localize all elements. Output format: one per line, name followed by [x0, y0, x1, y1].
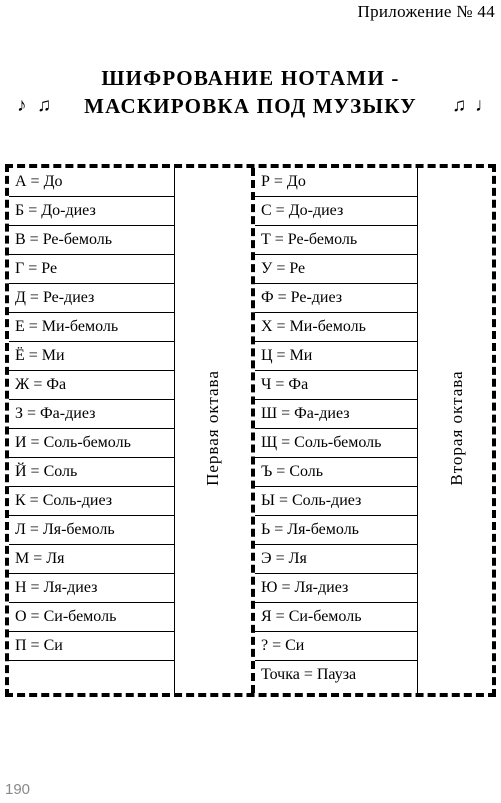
octave1-cell: О = Си-бемоль	[9, 603, 174, 632]
title-line-2: МАСКИРОВКА ПОД МУЗЫКУ	[84, 94, 417, 118]
octave2-cell: Ц = Ми	[255, 342, 417, 371]
octave1-cell: Ж = Фа	[9, 371, 174, 400]
octave2-cell: У = Ре	[255, 255, 417, 284]
octave2-column	[251, 168, 418, 693]
octave2-cell: Ь = Ля-бемоль	[255, 516, 417, 545]
octave2-cell: ? = Си	[255, 632, 417, 661]
octave2-cell: Ъ = Соль	[255, 458, 417, 487]
octave1-cell: Л = Ля-бемоль	[9, 516, 174, 545]
octave2-cell: Ф = Ре-диез	[255, 284, 417, 313]
octave2-cell: Точка = Пауза	[261, 666, 357, 683]
octave2-cell: С = До-диез	[255, 197, 417, 226]
octave1-cell: М = Ля	[9, 545, 174, 574]
appendix-number: Приложение № 44	[357, 2, 495, 21]
octave2-cell: Ы = Соль-диез	[255, 487, 417, 516]
octave2-label: Вторая октава	[447, 370, 466, 486]
octave1-cell: А = До	[9, 168, 174, 197]
octave2-cell: Р = До	[255, 168, 417, 197]
octave1-cell: Е = Ми-бемоль	[9, 313, 174, 342]
octave1-cell: К = Соль-диез	[9, 487, 174, 516]
octave1-cell: И = Соль-бемоль	[9, 429, 174, 458]
octave1-cell: Г = Ре	[9, 255, 174, 284]
octave2-cell: Т = Ре-бемоль	[255, 226, 417, 255]
octave2-cell: Ч = Фа	[255, 371, 417, 400]
octave1-cell: П = Си	[9, 632, 174, 661]
octave2-cell: Х = Ми-бемоль	[255, 313, 417, 342]
octave1-cell	[9, 661, 174, 690]
octave2-cell: Ю = Ля-диез	[255, 574, 417, 603]
quarter-note-icon: ♩	[475, 95, 494, 116]
octave1-label: Первая октава	[203, 370, 222, 486]
octave1-cell: Ё = Ми	[9, 342, 174, 371]
beamed-notes-icon: ♫	[452, 95, 467, 116]
octave1-cell: Д = Ре-диез	[9, 284, 174, 313]
page-number: 190	[5, 781, 31, 798]
octave1-column	[9, 168, 175, 693]
octave2-cell: Э = Ля	[255, 545, 417, 574]
eighth-note-icon: ♪	[17, 95, 27, 116]
title-line-1: ШИФРОВАНИЕ НОТАМИ -	[101, 66, 400, 90]
octave1-cell: Й = Соль	[9, 458, 174, 487]
beamed-notes-icon: ♫	[37, 95, 52, 116]
octave2-cell: Ш = Фа-диез	[255, 400, 417, 429]
octave1-cell: Б = До-диез	[9, 197, 174, 226]
octave1-cell: Н = Ля-диез	[9, 574, 174, 603]
octave1-cell: З = Фа-диез	[9, 400, 174, 429]
octave1-cell: В = Ре-бемоль	[9, 226, 174, 255]
octave2-cell: Щ = Соль-бемоль	[255, 429, 417, 458]
octave2-cell: Я = Си-бемоль	[255, 603, 417, 632]
